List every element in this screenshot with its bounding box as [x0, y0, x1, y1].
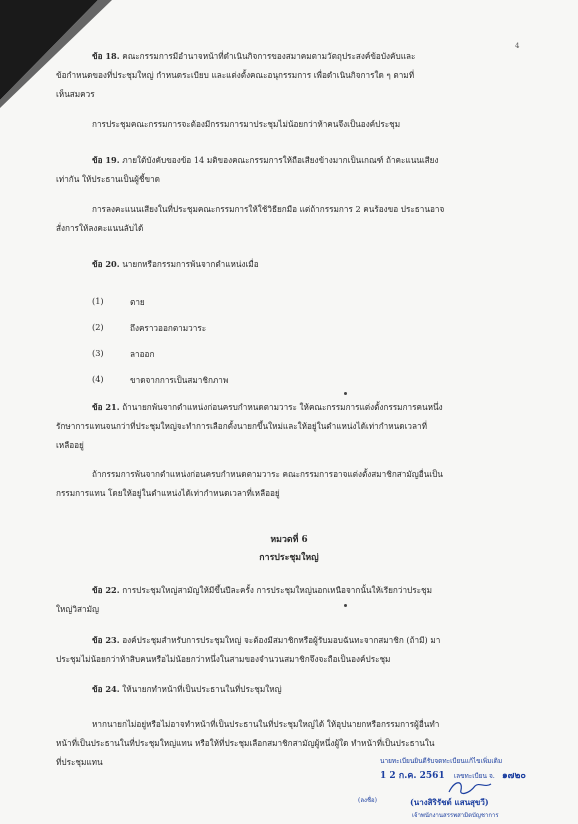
stamp-signer-title: เจ้าพนักงานสรรพสามิตบัญชาการ: [412, 812, 499, 819]
article-20: [92, 256, 259, 273]
text-line: กรรมการแทน โดยให้อยู่ในตำแหน่งได้เท่ากำหนดเวลาที่เหลืออยู่: [56, 488, 280, 498]
article-label: ข้อ 24.: [92, 684, 120, 694]
page-number: 4: [515, 42, 520, 50]
text-line: รักษาการแทนจนกว่าที่ประชุมใหญ่จะทำการเลือกตั้งนายกขึ้นใหม่และให้อยู่ในตำแหน่งได้เท่ากำหนดเวลาที่: [56, 421, 427, 431]
article-24: [92, 681, 282, 698]
text-line: ที่ประชุมแทน: [56, 757, 103, 767]
stamp-reg-label: เลขทะเบียน จ.: [453, 772, 495, 780]
text-line: สั่งการให้ลงคะแนนลับได้: [56, 223, 144, 233]
stamp-date: 1 2 ก.ค. 2561: [380, 771, 445, 781]
stamp-header: นายทะเบียนยินดีรับจดทะเบียนแก้ไขเพิ่มเติม: [380, 757, 503, 765]
chapter-number: หมวดที่ 6: [270, 535, 308, 545]
stamp-reg-number: ๑๗๒๐: [501, 771, 526, 781]
voting-paragraph: การลงคะแนนเสียงในที่ประชุมคณะกรรมการให้ใช้วิธียกมือ แต่ถ้ากรรมการ 2 คนร้องขอ ประธานอาจ: [92, 204, 445, 214]
article-18: [92, 48, 415, 65]
article-label: ข้อ 23.: [92, 635, 120, 645]
text-line: องค์ประชุมสำหรับการประชุมใหญ่ จะต้องมีสมาชิกหรือผู้รับมอบฉันทะจากสมาชิก (ถ้ามี) มา: [119, 635, 441, 645]
text-line: คณะกรรมการมีอำนาจหน้าที่ดำเนินกิจการของสมาคมตามวัตถุประสงค์ข้อบังคับและ: [119, 51, 416, 61]
quorum-paragraph: การประชุมคณะกรรมการจะต้องมีกรรมการมาประชุมไม่น้อยกว่าห้าคนจึงเป็นองค์ประชุม: [92, 119, 401, 129]
list-number: (1): [92, 296, 104, 306]
article-label: ข้อ 22.: [92, 585, 120, 595]
text-line: เท่ากัน ให้ประธานเป็นผู้ชี้ขาด: [56, 174, 160, 184]
list-item-text: ลาออก: [130, 349, 155, 359]
text-line: นายกหรือกรรมการพ้นจากตำแหน่งเมื่อ: [119, 259, 259, 269]
article-22: [92, 582, 432, 599]
article-23: [92, 632, 440, 649]
text-line: ให้นายกทำหน้าที่เป็นประธานในที่ประชุมใหญ่: [119, 684, 282, 694]
scan-speck: [344, 604, 347, 607]
acting-chair-paragraph: หากนายกไม่อยู่หรือไม่อาจทำหน้าที่เป็นประธานในที่ประชุมใหญ่ได้ ให้อุปนายกหรือกรรมการผู้อื่นทำ: [92, 719, 440, 729]
list-item-text: ถึงคราวออกตามวาระ: [130, 323, 207, 333]
text-line: ข้อกำหนดของที่ประชุมใหญ่ กำหนดระเบียบ และแต่งตั้งคณะอนุกรรมการ เพื่อดำเนินกิจการใด ๆ ตามที่: [56, 70, 415, 80]
text-line: ถ้านายกพ้นจากตำแหน่งก่อนครบกำหนดตามวาระ ให้คณะกรรมการแต่งตั้งกรรมการคนหนึ่ง: [119, 402, 443, 412]
chapter-title: การประชุมใหญ่: [259, 553, 319, 563]
article-label: ข้อ 18.: [92, 51, 120, 61]
text-line: ภายใต้บังคับของข้อ 14 มติของคณะกรรมการให้ถือเสียงข้างมากเป็นเกณฑ์ ถ้าคะแนนเสียง: [119, 155, 439, 165]
text-line: ประชุมไม่น้อยกว่าห้าสิบคนหรือไม่น้อยกว่าหนึ่งในสามของจำนวนสมาชิกจึงจะถือเป็นองค์ประชุม: [56, 654, 391, 664]
stamp-sign-label: (ลงชื่อ): [358, 797, 377, 804]
list-item-text: ขาดจากการเป็นสมาชิกภาพ: [130, 375, 229, 385]
scan-speck: [344, 392, 347, 395]
list-number: (2): [92, 322, 104, 332]
list-item-text: ตาย: [130, 297, 145, 307]
text-line: เห็นสมควร: [56, 89, 95, 99]
list-number: (4): [92, 374, 104, 384]
article-label: ข้อ 20.: [92, 259, 120, 269]
text-line: หน้าที่เป็นประธานในที่ประชุมใหญ่แทน หรือให้ที่ประชุมเลือกสมาชิกสามัญผู้หนึ่งผู้ใด ทำหน้าที่เป็นประธานใน: [56, 738, 435, 748]
article-label: ข้อ 19.: [92, 155, 120, 165]
article-21: [92, 399, 443, 416]
text-line: การประชุมใหญ่สามัญให้มีขึ้นปีละครั้ง การประชุมใหญ่นอกเหนือจากนั้นให้เรียกว่าประชุม: [119, 585, 433, 595]
replacement-paragraph: ถ้ากรรมการพ้นจากตำแหน่งก่อนครบกำหนดตามวาระ คณะกรรมการอาจแต่งตั้งสมาชิกสามัญอื่นเป็น: [92, 469, 443, 479]
article-label: ข้อ 21.: [92, 402, 120, 412]
article-19: [92, 152, 438, 169]
registration-stamp: [350, 752, 570, 820]
stamp-signer-name: (นางสิริรัชต์ แสนสุขวี): [410, 797, 489, 807]
text-line: ใหญ่วิสามัญ: [56, 604, 99, 614]
list-number: (3): [92, 348, 104, 358]
text-line: เหลืออยู่: [56, 440, 84, 450]
signature-mark: [445, 778, 495, 798]
